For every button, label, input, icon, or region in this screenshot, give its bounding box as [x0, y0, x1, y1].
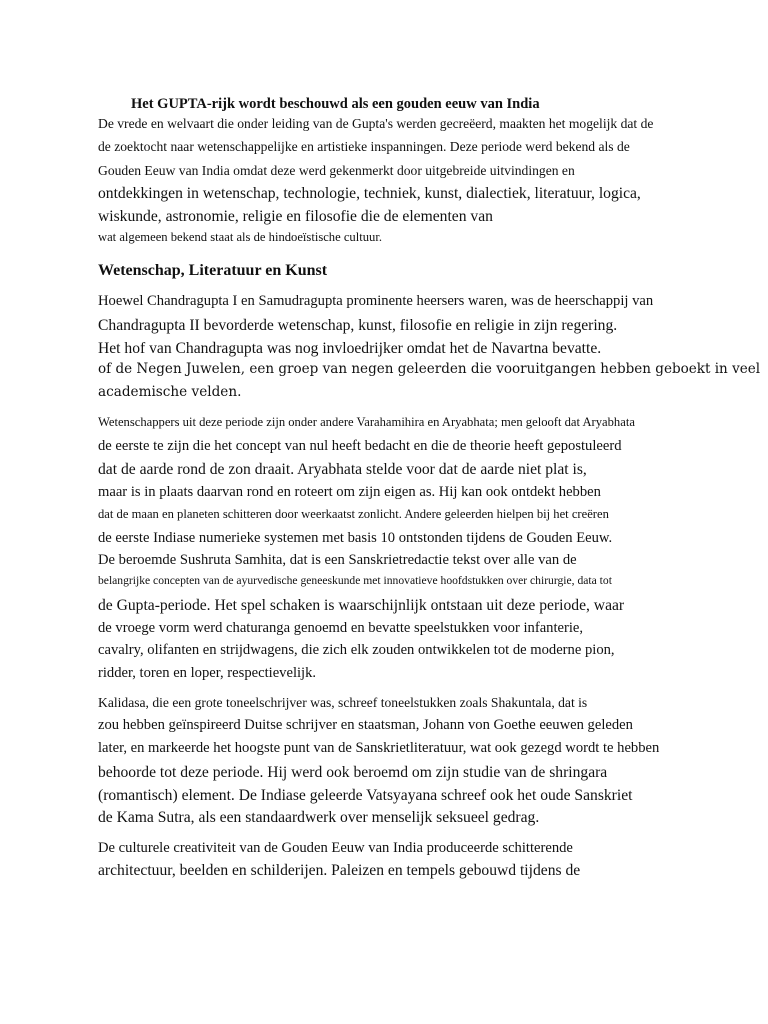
text-line: Hoewel Chandragupta I en Samudragupta prominente heersers waren, was de heerschappij van — [98, 293, 654, 309]
text-line: cavalry, olifanten en strijdwagens, die zich elk zouden ontwikkelen tot de moderne pion, — [98, 642, 615, 658]
text-line: (romantisch) element. De Indiase geleerde Vatsyayana schreef ook het oude Sanskriet — [98, 787, 633, 804]
text-line: De vrede en welvaart die onder leiding van de Gupta's werden gecreëerd, maakten het mogelijk dat de — [98, 116, 654, 131]
text-line: architectuur, beelden en schilderijen. Paleizen en tempels gebouwd tijdens de — [98, 862, 581, 879]
text-line: Gouden Eeuw van India omdat deze werd gekenmerkt door uitgebreide uitvindingen en — [98, 163, 575, 178]
text-line: Het hof van Chandragupta was nog invloedrijker omdat het de Navartna bevatte. — [98, 340, 602, 357]
section-heading: Wetenschap, Literatuur en Kunst — [98, 262, 328, 279]
text-line: later, en markeerde het hoogste punt van de Sanskrietliteratuur, wat ook gezegd wordt te hebben — [98, 740, 660, 756]
text-line: de vroege vorm werd chaturanga genoemd en bevatte speelstukken voor infanterie, — [98, 620, 584, 636]
text-line: belangrijke concepten van de ayurvedische geneeskunde met innovatieve hoofdstukken over chirurgie, data tot — [98, 574, 612, 587]
text-line: de zoektocht naar wetenschappelijke en artistieke inspanningen. Deze periode werd bekend als de — [98, 139, 630, 154]
document-title: Het GUPTA-rijk wordt beschouwd als een gouden eeuw van India — [131, 96, 540, 112]
text-line: de eerste te zijn die het concept van nul heeft bedacht en die de theorie heeft gepostuleerd — [98, 438, 622, 454]
text-line: wat algemeen bekend staat als de hindoeïstische cultuur. — [98, 230, 382, 244]
text-line: maar is in plaats daarvan rond en roteert om zijn eigen as. Hij kan ook ontdekt hebben — [98, 484, 601, 500]
text-line: dat de maan en planeten schitteren door weerkaatst zonlicht. Andere geleerden hielpen bij het creëren — [98, 507, 609, 521]
text-line: behoorde tot deze periode. Hij werd ook beroemd om zijn studie van de shringara — [98, 764, 608, 781]
text-line: wiskunde, astronomie, religie en filosofie die de elementen van — [98, 208, 493, 225]
text-line: Wetenschappers uit deze periode zijn onder andere Varahamihira en Aryabhata; men gelooft dat Aryabhata — [98, 415, 635, 429]
text-line: de eerste Indiase numerieke systemen met basis 10 ontstonden tijdens de Gouden Eeuw. — [98, 530, 613, 546]
text-line: academische velden. — [98, 384, 242, 400]
text-line: Kalidasa, die een grote toneelschrijver was, schreef toneelstukken zoals Shakuntala, dat is — [98, 695, 588, 710]
text-line: ontdekkingen in wetenschap, technologie, techniek, kunst, dialectiek, literatuur, logica, — [98, 185, 641, 202]
text-line: De culturele creativiteit van de Gouden Eeuw van India produceerde schitterende — [98, 840, 573, 856]
text-line: de Kama Sutra, als een standaardwerk over menselijk seksueel gedrag. — [98, 809, 540, 826]
text-line: of de Negen Juwelen, een groep van negen geleerden die vooruitgangen hebben geboekt in veel — [98, 361, 761, 377]
text-line: dat de aarde rond de zon draait. Aryabhata stelde voor dat de aarde niet plat is, — [98, 461, 587, 478]
text-line: Chandragupta II bevorderde wetenschap, kunst, filosofie en religie in zijn regering. — [98, 317, 618, 334]
text-line: de Gupta-periode. Het spel schaken is waarschijnlijk ontstaan uit deze periode, waar — [98, 597, 625, 614]
text-line: De beroemde Sushruta Samhita, dat is een Sanskrietredactie tekst over alle van de — [98, 552, 577, 568]
text-line: ridder, toren en loper, respectievelijk. — [98, 665, 317, 681]
text-line: zou hebben geïnspireerd Duitse schrijver en staatsman, Johann von Goethe eeuwen geleden — [98, 717, 633, 733]
